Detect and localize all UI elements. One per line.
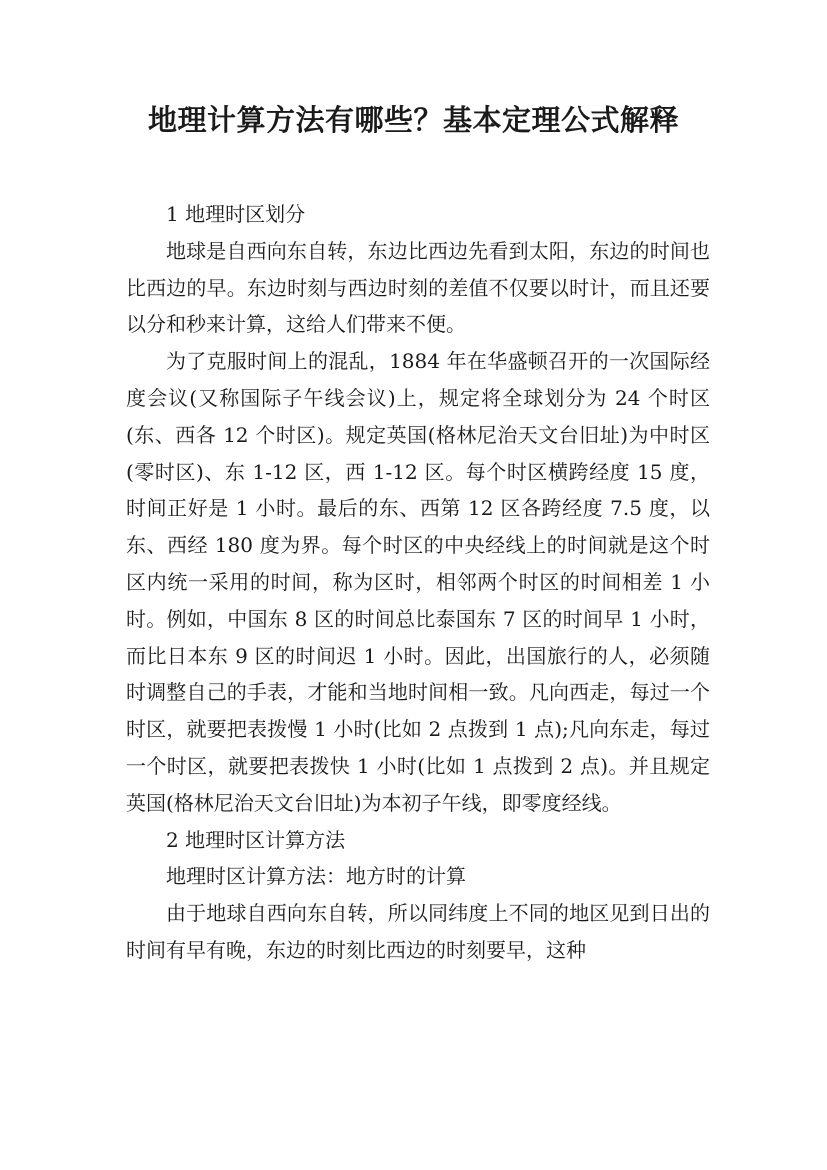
section-heading-time-zone-calculation: 2 地理时区计算方法: [166, 827, 346, 852]
paragraph: 为了克服时间上的混乱，1884 年在华盛顿召开的一次国际经度会议(又称国际子午线会议)上，规定将全球划分为 24 个时区(东、西各 12 个时区)。规定英国(格林尼治天文台旧址)为中时区(零时区)、东 1-12 区，西 1-12 区。每个时区横跨经度 15 度，时间正好是 1 小时。最后的东、西第 12 区各跨经度 7.5 度，以东、西经 180 度为界。每个时区的中央经线上的时间就是这个时区内统一采用的时间，称为区时，相邻两个时区的时间相差 1 小时。例如，中国东 8 区的时间总比泰国东 7 区的时间早 1 小时，而比日本东 9 区的时间迟 1 小时。因此，出国旅行的人，必须随时调整自己的手表，才能和当地时间相一致。凡向西走，每过一个时区，就要把表拨慢 1 小时(比如 2 点拨到 1 点);凡向东走，每过一个时区，就要把表拨快 1 小时(比如 1 点拨到 2 点)。并且规定英国(格林尼治天文台旧址)为本初子午线，即零度经线。: [126, 349, 710, 815]
subheading-local-time: 地理时区计算方法：地方时的计算: [166, 864, 466, 889]
document-title: 地理计算方法有哪些？基本定理公式解释: [147, 103, 679, 137]
paragraph: 地球是自西向东自转，东边比西边先看到太阳，东边的时间也比西边的早。东边时刻与西边时刻的差值不仅要以时计，而且还要以分和秒来计算，这给人们带来不便。: [126, 238, 710, 337]
paragraph: 由于地球自西向东自转，所以同纬度上不同的地区见到日出的时间有早有晚，东边的时刻比西边的时刻要早，这种: [126, 901, 710, 962]
document-body: [126, 196, 710, 969]
section-heading-time-zone-division: 1 地理时区划分: [166, 202, 306, 226]
